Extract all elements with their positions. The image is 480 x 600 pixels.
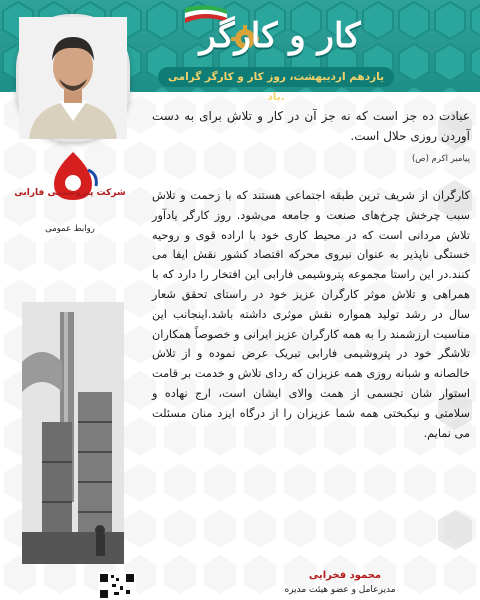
company-logo-icon (38, 150, 108, 250)
ceo-portrait (16, 14, 130, 142)
message-body (152, 106, 470, 600)
hadith-quote: عبادت ده جز است که نه جز آن در کار و تلاش برای به دست آوردن روزی حلال است. (152, 109, 470, 143)
left-column (0, 0, 140, 600)
plant-photo-image (22, 302, 124, 564)
company-name: شرکت پتروشیمی فارابی (14, 188, 126, 198)
header-title: کار و کارگر (199, 16, 361, 56)
header-subtitle: یازدهم اردیبهشت، روز کار و کارگر گرامی باد. (158, 67, 394, 87)
ceo-portrait-image (19, 17, 127, 139)
petrochemical-plant-photo (22, 302, 124, 564)
quote-source: پیامبر اکرم (ص) (411, 154, 470, 164)
signer-name: محمود فخرایی (308, 570, 382, 581)
signer-title: مدیرعامل و عضو هیئت مدیره (284, 585, 396, 595)
message-paragraph: کارگران از شریف ترین طبقه اجتماعی هستند که با زحمت و تلاش سبب چرخش چرخ‌های صنعت و جامعه می‌شود. روز کارگر یادآور تلاش مردانی است که در محیط کاری خود با اراده قوی و روحیه خستگی ناپذیر به عنوان نیروی محرکه اقتصاد کشور نقش ایفا می کنند.در این راستا مجموعه پتروشیمی فارابی این افتخار را دارد که با همراهی و تلاش موثر کارگران عزیز خود در راستای تحقق شعار سال در رشد تولید همواره نقش موثری داشته باشد.اینجانب این مناسبت ارزشمند را به همه کارگران عزیز ایرانی و خصوصاً همکاران تلاشگر خود در پتروشیمی فارابی تبریک عرض نموده و از تلاش خالصانه و شبانه روزی همه عزیزان که ردای تلاش و خدمت بر قامت استوار شان تجسمی از همت والای ایشان است، ارج نهاده و سلامتی و نیکبختی همه شما عزیزان را از درگاه ایزد منان مسئلت می نمایم. (152, 189, 470, 440)
qr-code-icon (98, 572, 136, 600)
department-label: روابط عمومی (45, 224, 95, 234)
